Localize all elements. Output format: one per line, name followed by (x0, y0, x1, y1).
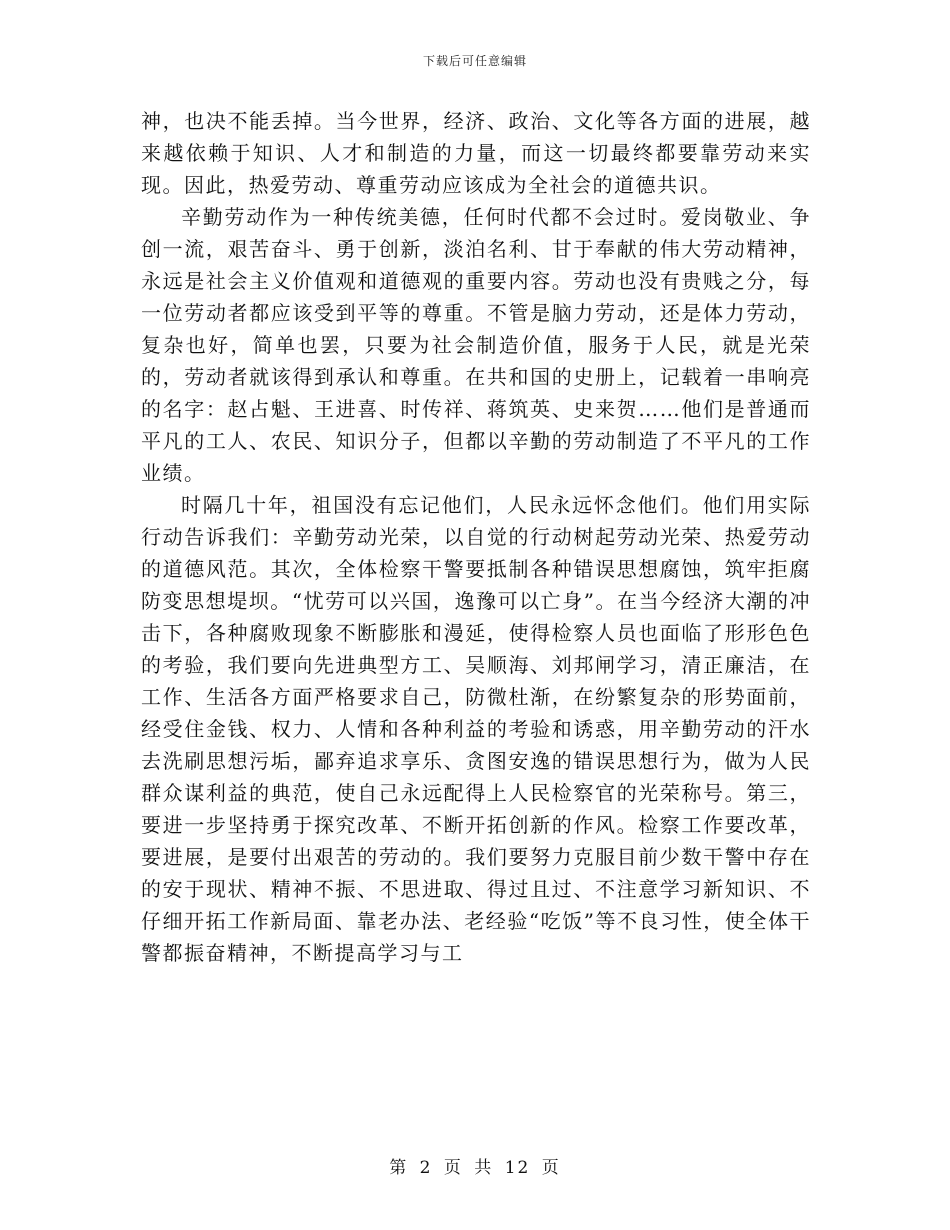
document-body (141, 105, 811, 969)
page-number: 第 2 页 共 12 页 (389, 1158, 561, 1178)
paragraph: 时隔几十年，祖国没有忘记他们，人民永远怀念他们。他们用实际行动告诉我们：辛勤劳动光荣，以自觉的行动树起劳动光荣、热爱劳动的道德风范。其次，全体检察干警要抵制各种错误思想腐蚀，筑牢拒腐防变思想堤坝。“忧劳可以兴国，逸豫可以亡身”。在当今经济大潮的冲击下，各种腐败现象不断膨胀和漫延，使得检察人员也面临了形形色色的考验，我们要向先进典型方工、吴顺海、刘邦闸学习，清正廉洁，在工作、生活各方面严格要求自己，防微杜渐，在纷繁复杂的形势面前，经受住金钱、权力、人情和各种利益的考验和诱惑，用辛勤劳动的汗水去洗刷思想污垢，鄙弃追求享乐、贪图安逸的错误思想行为，做为人民群众谋利益的典范，使自己永远配得上人民检察官的光荣称号。第三，要进一步坚持勇于探究改革、不断开拓创新的作风。检察工作要改革，要进展，是要付出艰苦的劳动的。我们要努力克服目前少数干警中存在的安于现状、精神不振、不思进取、得过且过、不注意学习新知识、不仔细开拓工作新局面、靠老办法、老经验“吃饭”等不良习性，使全体干警都振奋精神，不断提高学习与工 (141, 493, 811, 965)
paragraph-continuation: 神，也决不能丢掉。当今世界，经济、政治、文化等各方面的进展，越来越依赖于知识、人才和制造的力量，而这一切最终都要靠劳动来实现。因此，热爱劳动、尊重劳动应该成为全社会的道德共识。 (141, 109, 811, 197)
paragraph: 辛勤劳动作为一种传统美德，任何时代都不会过时。爱岗敬业、争创一流，艰苦奋斗、勇于创新，淡泊名利、甘于奉献的伟大劳动精神，永远是社会主义价值观和道德观的重要内容。劳动也没有贵贱之分，每一位劳动者都应该受到平等的尊重。不管是脑力劳动，还是体力劳动，复杂也好，简单也罢，只要为社会制造价值，服务于人民，就是光荣的，劳动者就该得到承认和尊重。在共和国的史册上，记载着一串响亮的名字：赵占魁、王进喜、时传祥、蒋筑英、史来贺……他们是普通而平凡的工人、农民、知识分子，但都以辛勤的劳动制造了不平凡的工作业绩。 (141, 205, 811, 485)
page-header: 下载后可任意编辑 (422, 54, 527, 68)
